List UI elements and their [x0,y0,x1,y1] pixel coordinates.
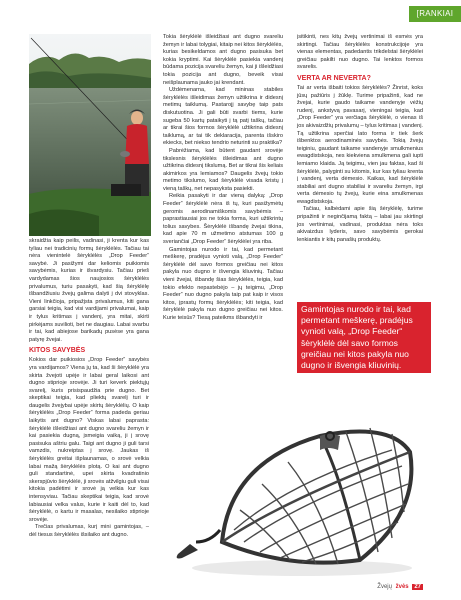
right-paragraph-2: Tai ar verta išbaiti tokios šėryklėlės? Žinrist, koks jūsų pažiūris į žūklę. Turime pripažinti, kad ne žvejai, kurie gaudo taikame vandenyje vėžių rudenį, ankstyvą pavasarį, vieningai teigia, kad „Drop Feeder“ yra verčiaga šėryklėlė, o vienas iš jos akivaizdžių privalumų – tylus kritimas į vandenį. Tą užtikrina sperčiai lato forma ir tiek šerk išbenktos aerodinaminės savybės. Tokią žvejų teiginiu, gaudant taikame vandenyje smulkmenius ewagdistskoja, nes kiekviena smulkmena gali iupti lemiamo klaida. Ją teigimu, vien jau faktas, kad ši šėryklėlė, palyginti su kitomis, kur kas tyliau krenta į vandenį, verta dėmesio. Kaikas, kad šėryklėlė stabiliai ant dugno stabiliai ir svareliu žemyn, irgi verta dėmesio tų žvejų, kurie eina smulkmenas ewagdistskoja. [297,84,423,205]
pull-quote [297,302,431,373]
body-paragraph: Kokios dar puikiosios „Drop Feeder“ savybės yra vardijamos? Viena jų ta, kad ši šėryklėlė yra skirta žvejoti upėje ir labai geral laikosi ant dugno stiprioje srovėje. Ji turi keverk piektųjų svarelį, kuris prisispaudžia prie dugno. Bet skeptikai teigia, kad pliektų svarelį turi ir daugelis žvejybai upėje skirtų šėryklėlių. O kaip šėryklėlės „Drop Feeder“ forma padeda geriau laikytis ant dugno? Viskas labai paprasta: šėryklėlė išleidžiasi ant dugno svareliu žemyn ir kai pasiekia dugną, įsmeigia vaiką, ji į srovę pasisuka aštriu galu. Taigi ant dugno ji guli tarsi vamzdis, nukreiptas į srovę. Jaukas iš šėryklėlės greitai išplaunamas, o srovė velkia labai mažą šėryklėlės plotą. O kai ant dugno guli standartinė, upei skirta kvadratinio skerspjūvio šėryklėlė, ji srovės atžvilgiu guli visai kitokia padėtimi ir srovė ją velkia kur kas intensyviau. Tačiau skeptikai teigia, kad srovė labiausiai velka valus, kurie ir kaiti dėl to, kad šėryklėlė, o kartu ir masalas, nesilaiko stiprioje srovėje. [29,357,149,523]
mid-paragraph-2: Uždėmenarna, kad mininas stabiles šėryklėlės išleidimas žemyn užtikrina ir didesnį metimų taiklumą. Pastarojį savybę taip pats diskutuotina. Ji gali būti svarbi tiems, kurie sugeba 50 kartų pataikyti į tą patį taškų, tačiau ar tikrai šios formos šėryklėlė užtikrina didesnį taiklumą, ar tai tik deklaracija, parenta išskiro ekiecks, bet niekso tendrio neturinti su praktika? [163,87,283,147]
column-middle [163,34,283,323]
pull-quote-text: Gamintojas nurodo ir tai, kad permetant meškerę, pradėjus vynioti valą, „Drop Feeder“ šėryklėlė dėl savo formos greičiau nei kitos pakyla nuo dugno ir išvengia kliuvinių. [301,304,413,371]
magazine-name: žvės [395,584,409,590]
heading-verta-ar-neverta: VERTA AR NEVERTA? [297,74,371,82]
page-footer [377,584,423,590]
closing-paragraph: Trečias privalumas, kurį mini gamintojas, – dėl tiesus šėryklėlės išsilaiko ant dugno. [29,524,149,538]
mid-paragraph-5: Gamintojas nurodo ir tai, kad permetant meškerę, pradėjus vynioti valą, „Drop Feeder“ šėryklėlė dėl savo formos greičiau nei kitos pakyla nuo dugno ir išvengia kliuvinių. Tačiau vieni žvejai, išbandę šias šėryklėlės, teigia, kad tokio efekto nepastebėjo – jų teigimu, „Drop Feeder“ nuo dugno pakyla taip pat kaip ir visos kitos, įprastų formų šėryklėlės; kiti teigia, kad šėryklėlė pakyla nuo dugno greičiau nei kitos. Kurie teisūs? Tiesą pateikms išbandyti ir [163,246,283,321]
section-label: [RANKIAI [409,6,461,22]
column-left [29,238,149,540]
header-bar [0,0,461,28]
angler-photo [29,34,151,236]
right-paragraph-3: Tačiau, kalbėdami apie šią šėryklėlę, turime pripažinti ir neginčijamą faktą – labai jau skirtingi jos vertinimai, vadinasi, produktas nėra toks akivaizdus lyderis, savo savybėmis gerokai lenkiantis ir kitų panašių produktų. [297,206,423,243]
intro-paragraph: skraidžia kaip peilis, vadinasi, ji krenta kur kas tyliau nei tradicinių formų šėryklėlės. Tačiau tai nėra vienintelė šėryklėlės „Drop Feeder“ savybė. Ji pasižymi dar keliomis puikiomis savybėmis, kurias ir išvardysiu. Tačiau prieš vardydamas šios naujosios šėryklėlės privalumus, turiu pasakyti, kad šią šėryklėlę išbandžiusiu žvejų galima dalyti į dvi stovyklas. Vieni linkčioja, pripažįsta privalumus, kiti gana garsiai teigia, kad visi vardijami privalumai, kaip ir tylus kritimas į vandenį, yra mitai, skirti pirkėjams suvilioti, bet ne daugiau. Labai svarbu ir tai, kad abiejose barikadų pusėse yra gana patyrę žvejai. [29,238,149,343]
footer-month: Žvejų [377,584,392,590]
mid-paragraph-3: Pabrėžiama, kad būtent gaudant srovėje tikslesnis šėryklėlės išleidimas ant dugno užtikrina didesnį tikslumą. Bet ar tikrai šis keliais akimirkos yra lemiamos? Daugelis žvejų tokio metimo tikslumo, kad šėryklėlė visada kristų į vieną taškų, net nepasyksta pasiekti. [163,147,283,192]
heading-kitos-savybes: KITOS SAVYBĖS [29,347,86,355]
page-number: 27 [414,584,421,590]
right-paragraph-1: įsitikinti, nes kitų žvejų vertinimai iš esmės yra skirtingi. Tačiau šėryklėlės konstrukcijoje yra vienas elementas, padedantis trikdelstai šėryklėlei greičiau pakilti nuo dugno. Tai lenktos formos svarelis. [297,34,423,71]
column-right [297,34,423,244]
mid-paragraph-1: Tokia šėryklėlė išleidžiasi ant dugno svareliu žemyn ir labai tolygiai, kitaip nei kitos šėryklėlės, kurias besikeldamos ant dugno pasisuka bet kokia kryptimi. Kai šėryklėlė pasiekia vandenį būdama pozicija svareliu žemyn, kai ji išleidžiasi tokia pozicija ant dugno, beveik visai neišplaunama jauko jai krendant. [163,34,283,86]
drop-feeder-image [170,392,428,580]
mid-paragraph-4: Reikia pasakyti ir dar vieną dalyką: „Drop Feeder“ šėryklėlė nėra iš tų, kuri pasižymėtų geromis aerodinamiškomis savybėmis – paprastiausiai jos ne tokia forma, kuri užtikrintų tolius savybes. Šėryklėlė išbandę žvejai tikina, kad apie 70 m užmetimo atstumas 100 g sveriančiai „Drop Feeder“ šėryklėlei yra riba. [163,193,283,246]
